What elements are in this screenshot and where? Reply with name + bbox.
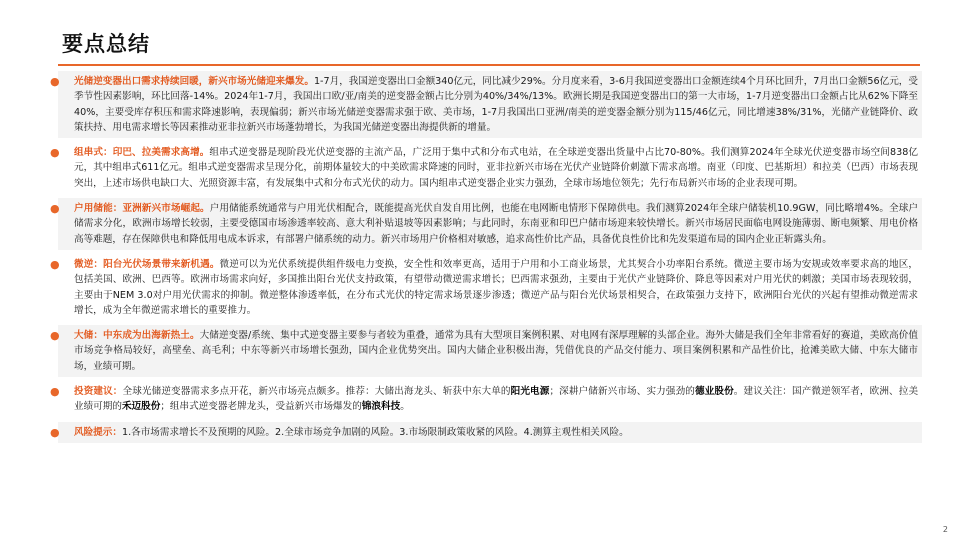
list-item [50, 71, 922, 138]
item-text: 大储逆变器/系统、集中式逆变器主要参与者较为重叠，通常为具有大型项目案例积累、对电网有深厚理解的头部企业。海外大储是我们全年非常看好的赛道，美欧高价值市场竞争格局较好，高壁垒、高毛利；中东等新兴市场增长强劲，国内企业优势突出。国内大储企业积极出海，凭借优良的产品交付能力、项目案例积累和产品性价比，抢滩美欧大储、中东大储市场，业绩可期。 [74, 330, 919, 372]
item-text: 1-7月，我国逆变器出口金额340亿元，同比减少29%。分月度来看，3-6月我国逆变器出口金额连续4个月环比回升，7月出口金额56亿元，受季节性因素影响，环比回落-14%。2024年1-7月，我国出口欧/亚/南美的逆变器金额占比分别为40%/34%/13%。欧洲长期是我国逆变器出口的第一大市场，1-7月逆变器出口金额占比从62%下降至40%，主要受库存积压和需求降速影响，表现偏弱；新兴市场光储逆变器需求强于欧、美市场，1-7月我国出口亚洲/南美的逆变器金额分别为115/46亿元，同比增速38%/31%，光储产业链降价、政策扶持、用电需求增长等因素推动亚非拉新兴市场蓬勃增长，为我国光储逆变器出海提供新的增量。 [74, 76, 919, 133]
bullet-icon: ● [50, 146, 60, 160]
item-lead: 投资建议： [74, 386, 123, 398]
list-item [50, 142, 922, 194]
bullet-icon: ● [50, 329, 60, 343]
item-lead: 风险提示： [74, 426, 122, 438]
title-divider [58, 64, 920, 66]
item-text: ；组串式逆变器老牌龙头，受益新兴市场爆发的 [160, 401, 362, 413]
item-text: ；深耕户储新兴市场、实力强劲的 [549, 386, 695, 398]
item-lead: 户用储能：亚洲新兴市场崛起。 [74, 203, 210, 215]
item-lead: 微逆：阳台光伏场景带来新机遇。 [74, 258, 220, 270]
item-text: 全球光储逆变器需求多点开花，新兴市场亮点颇多。推荐：大储出海龙头、斩获中东大单的 [122, 386, 511, 398]
list-item [50, 198, 922, 250]
page-title: 要点总结 [62, 31, 150, 56]
stock-name: 德业股份 [694, 386, 734, 398]
bullet-icon: ● [50, 75, 60, 88]
page-number: 2 [942, 525, 948, 534]
item-text: 微逆可以为光伏系统提供组件级电力变换，安全性和效率更高，适用于户用和小工商业场景，尤其契合小功率阳台系统。微逆主要市场为安规或效率要求高的地区，包括美国、欧洲、巴西等。欧洲市场需求向好，多国推出阳台光伏支持政策，有望带动微逆需求增长；巴西需求强劲，主要由于光伏产业链降价、降息等因素对户用光伏的刺激；美国市场表现较弱，主要由于NEM 3.0对户用光伏需求的抑制。微逆整体渗透率低，在分布式光伏的特定需求场景逐步渗透；微逆产品与阳台光伏场景相契合，在政策强力支持下，欧洲阳台光伏的兴起有望推动微逆需求增长，成为全年微逆需求增长的重要推力。 [74, 258, 919, 316]
bullet-icon: ● [50, 385, 60, 399]
list-item [50, 422, 922, 443]
item-text: 组串式逆变器是现阶段光伏逆变器的主流产品，广泛用于集中式和分布式电站，在全球逆变器出货量中占比70-80%。我们测算2024年全球光伏逆变器市场空间838亿元，其中组串式611亿元。组串式逆变器需求呈现分化，前期体量较大的中美欧需求降速的同时，亚非拉新兴市场在光伏产业链降价刺激下需求高增。南亚（印度、巴基斯坦）和拉美（巴西）市场表现突出，上述市场供电缺口大、光照资源丰富，有发展集中式和分布式光伏的动力。国内组串式逆变器企业实力强劲，全球市场地位领先；先行布局新兴市场的企业表现可期。 [74, 147, 919, 189]
item-text: 1.各市场需求增长不及预期的风险。2.全球市场竞争加剧的风险。3.市场限制政策收紧的风险。4.测算主观性相关风险。 [121, 426, 629, 438]
item-lead: 光储逆变器出口需求持续回暖，新兴市场光储迎来爆发。 [74, 76, 314, 87]
stock-name: 禾迈股份 [121, 401, 161, 413]
list-item [50, 381, 922, 418]
stock-name: 阳光电源 [510, 386, 550, 398]
summary-list [50, 71, 922, 447]
stock-name: 锦浪科技 [361, 401, 401, 413]
list-item [50, 325, 922, 377]
bullet-icon: ● [50, 257, 60, 271]
item-lead: 组串式：印巴、拉美需求高增。 [74, 147, 210, 159]
item-lead: 大储：中东成为出海新热土。 [74, 330, 200, 342]
item-text: 。建议关注：国产微逆领军者，欧洲、拉美业绩可期的 [74, 386, 919, 413]
item-text: 户用储能系统通常与户用光伏相配合，既能提高光伏自发自用比例，也能在电网断电情形下保障供电。我们测算2024年全球户储装机10.9GW，同比略增4%。全球户储需求分化，欧洲市场增长较弱，主要受德国市场渗透率较高、意大利补贴退坡等因素影响；与此同时，东南亚和印巴户储市场迎来较快增长。新兴市场居民面临电网设施薄弱、断电频繁、用电价格高等难题，存在保障供电和降低用电成本诉求，有部署户储系统的动力。新兴市场用户价格相对敏感，追求高性价比产品，具备优良性价比和先发渠道布局的国内企业正斩露头角。 [74, 203, 919, 245]
bullet-icon: ● [50, 425, 60, 439]
item-text: 。 [400, 401, 410, 413]
list-item [50, 254, 922, 321]
bullet-icon: ● [50, 202, 60, 216]
